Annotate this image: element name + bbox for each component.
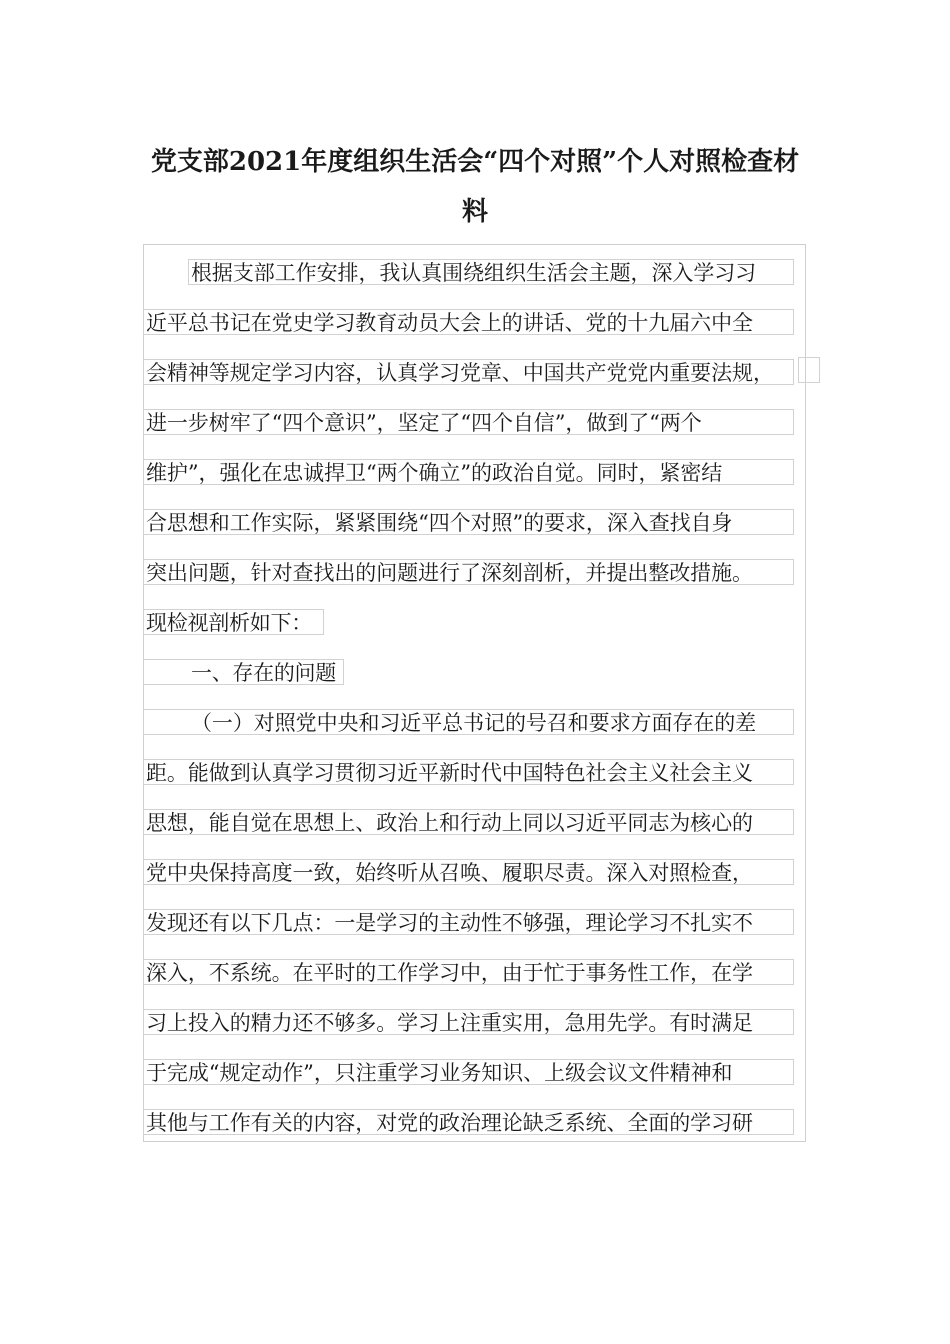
text-line: 突出问题，针对查找出的问题进行了深刻剖析，并提出整改措施。	[143, 559, 794, 585]
text-line: 于完成“规定动作”，只注重学习业务知识、上级会议文件精神和	[143, 1059, 794, 1085]
text-line: 会精神等规定学习内容，认真学习党章、中国共产党党内重要法规，	[143, 359, 794, 385]
text-line: （一）对照党中央和习近平总书记的号召和要求方面存在的差	[143, 709, 794, 735]
text-line: 根据支部工作安排，我认真围绕组织生活会主题，深入学习习	[188, 259, 794, 285]
text-line: 近平总书记在党史学习教育动员大会上的讲话、党的十九届六中全	[143, 309, 794, 335]
text-line: 现检视剖析如下：	[143, 609, 324, 635]
text-line: 维护”，强化在忠诚捍卫“两个确立”的政治自觉。同时，紧密结	[143, 459, 794, 485]
text-line: 党中央保持高度一致，始终听从召唤、履职尽责。深入对照检查，	[143, 859, 794, 885]
text-line: 思想，能自觉在思想上、政治上和行动上同以习近平同志为核心的	[143, 809, 794, 835]
document-title-line-1: 党支部2021年度组织生活会“四个对照”个人对照检查材	[150, 147, 800, 177]
text-line: 习上投入的精力还不够多。学习上注重实用，急用先学。有时满足	[143, 1009, 794, 1035]
text-line: 进一步树牢了“四个意识”，坚定了“四个自信”，做到了“两个	[143, 409, 794, 435]
text-line: 深入，不系统。在平时的工作学习中，由于忙于事务性工作，在学	[143, 959, 794, 985]
text-line: 合思想和工作实际，紧紧围绕“四个对照”的要求，深入查找自身	[143, 509, 794, 535]
revision-mark	[798, 357, 820, 383]
text-line: 发现还有以下几点：一是学习的主动性不够强，理论学习不扎实不	[143, 909, 794, 935]
text-line: 距。能做到认真学习贯彻习近平新时代中国特色社会主义社会主义	[143, 759, 794, 785]
text-line: 其他与工作有关的内容，对党的政治理论缺乏系统、全面的学习研	[143, 1109, 794, 1135]
document-title-line-2: 料	[461, 197, 488, 227]
section-heading: 一、存在的问题	[143, 659, 344, 685]
